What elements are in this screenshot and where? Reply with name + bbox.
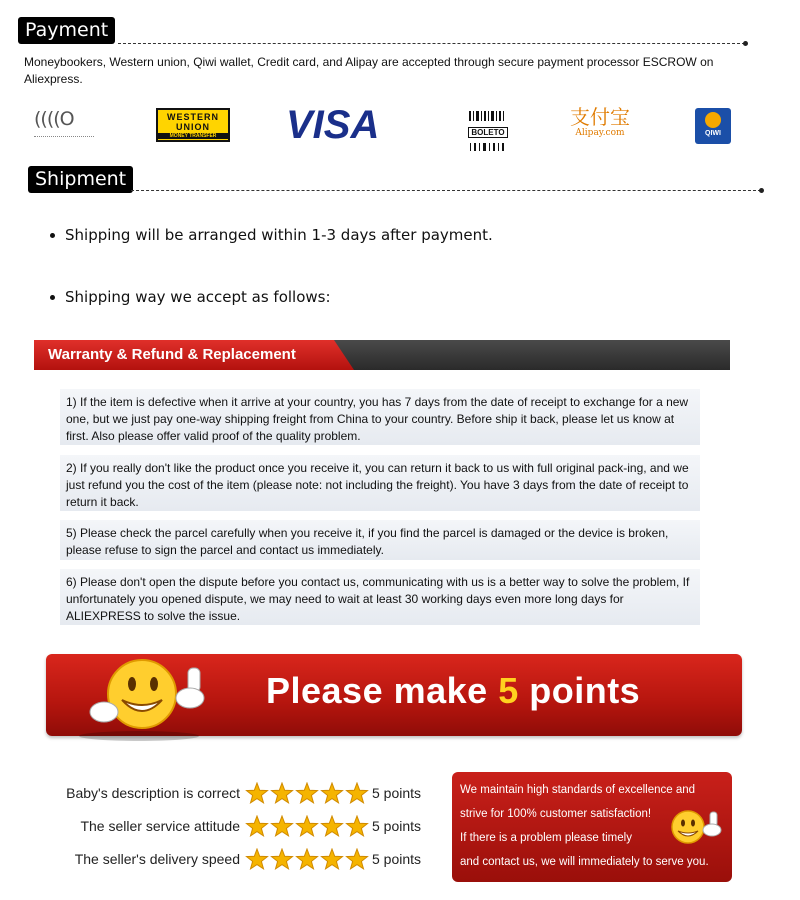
- notice-line: If there is a problem please timely: [460, 832, 632, 844]
- star-rating: [245, 815, 370, 839]
- alipay-logo: 支付宝 Alipay.com: [570, 105, 630, 138]
- star-icon: [272, 783, 293, 803]
- banner-headline-lead: Please make: [266, 670, 499, 711]
- star-icon: [272, 849, 293, 869]
- star-icon: [347, 783, 368, 803]
- notice-line: We maintain high standards of excellence and: [460, 784, 696, 796]
- star-icon: [347, 816, 368, 836]
- rating-label: The seller's delivery speed: [74, 851, 240, 867]
- rating-points: 5 points: [372, 818, 422, 834]
- western-union-logo: WESTERN UNION MONEY TRANSFER: [156, 108, 230, 142]
- rating-points: 5 points: [372, 785, 422, 801]
- payment-logos: [28, 104, 748, 148]
- star-icon: [272, 816, 293, 836]
- rating-row: [60, 815, 430, 839]
- warranty-item: 2) If you really don't like the product once you receive it, you can return it back to us with full original pack-ing, and we just refund you the cost of the item (please note: not including the freight). You have 3 days from the date of receipt to return it back.: [60, 455, 700, 511]
- payment-divider-dot: [743, 41, 748, 46]
- moneybookers-logo: ((((O: [34, 108, 104, 144]
- shipment-heading: Shipment: [28, 166, 133, 193]
- rating-label: Baby's description is correct: [66, 785, 240, 801]
- shipment-bullet-text: Shipping will be arranged within 1-3 days after payment.: [65, 226, 493, 244]
- payment-description: Moneybookers, Western union, Qiwi wallet, Credit card, and Alipay are accepted through secure payment processor ESCROW on Aliexpress.: [24, 55, 714, 86]
- star-icon: [247, 783, 268, 803]
- shipment-bullet: [50, 226, 493, 244]
- star-rating: [245, 782, 370, 806]
- shipment-bullet: [50, 288, 331, 306]
- star-icon: [297, 849, 318, 869]
- banner-headline-number: 5: [498, 670, 519, 711]
- warranty-title: Warranty & Refund & Replacement: [48, 346, 296, 363]
- star-icon: [297, 816, 318, 836]
- star-icon: [247, 816, 268, 836]
- visa-logo: VISA: [286, 103, 380, 147]
- notice-line: and contact us, we will immediately to serve you.: [460, 856, 709, 868]
- shipment-divider: [131, 190, 761, 191]
- star-icon: [322, 783, 343, 803]
- thumbs-up-smiley-icon: [64, 650, 214, 742]
- star-icon: [297, 783, 318, 803]
- banner-headline-tail: points: [518, 670, 641, 711]
- shipment-bullet-text: Shipping way we accept as follows:: [65, 288, 331, 306]
- rating-row: [60, 782, 430, 806]
- thumbs-up-smiley-icon: [664, 806, 726, 846]
- banner-headline: [266, 670, 640, 712]
- boleto-logo: BOLETO: [468, 108, 508, 144]
- qiwi-logo: QIWI: [695, 108, 731, 144]
- star-icon: [247, 849, 268, 869]
- star-icon: [347, 849, 368, 869]
- star-icon: [322, 849, 343, 869]
- warranty-item: 6) Please don't open the dispute before you contact us, communicating with us is a better way to solve the problem, If unfortunately you opened dispute, we may need to wait at least 30 working days even more long days for ALIEXPRESS to solve the issue.: [60, 569, 700, 625]
- payment-divider: [118, 43, 745, 44]
- rating-row: [60, 848, 430, 872]
- payment-heading: Payment: [18, 17, 115, 44]
- star-icon: [322, 816, 343, 836]
- star-rating: [245, 848, 370, 872]
- rating-points: 5 points: [372, 851, 422, 867]
- warranty-item: 5) Please check the parcel carefully when you receive it, if you find the parcel is damaged or the device is broken, please refuse to sign the parcel and contact us immediately.: [60, 520, 700, 560]
- rating-label: The seller service attitude: [80, 818, 240, 834]
- shipment-divider-dot: [759, 188, 764, 193]
- warranty-item: 1) If the item is defective when it arrive at your country, you has 7 days from the date of receipt to exchange for a new one, but we just pay one-way shipping freight from China to your country. Before ship it back, please let us know at first. Also please offer valid proof of the quality problem.: [60, 389, 700, 445]
- notice-line: strive for 100% customer satisfaction!: [460, 808, 652, 820]
